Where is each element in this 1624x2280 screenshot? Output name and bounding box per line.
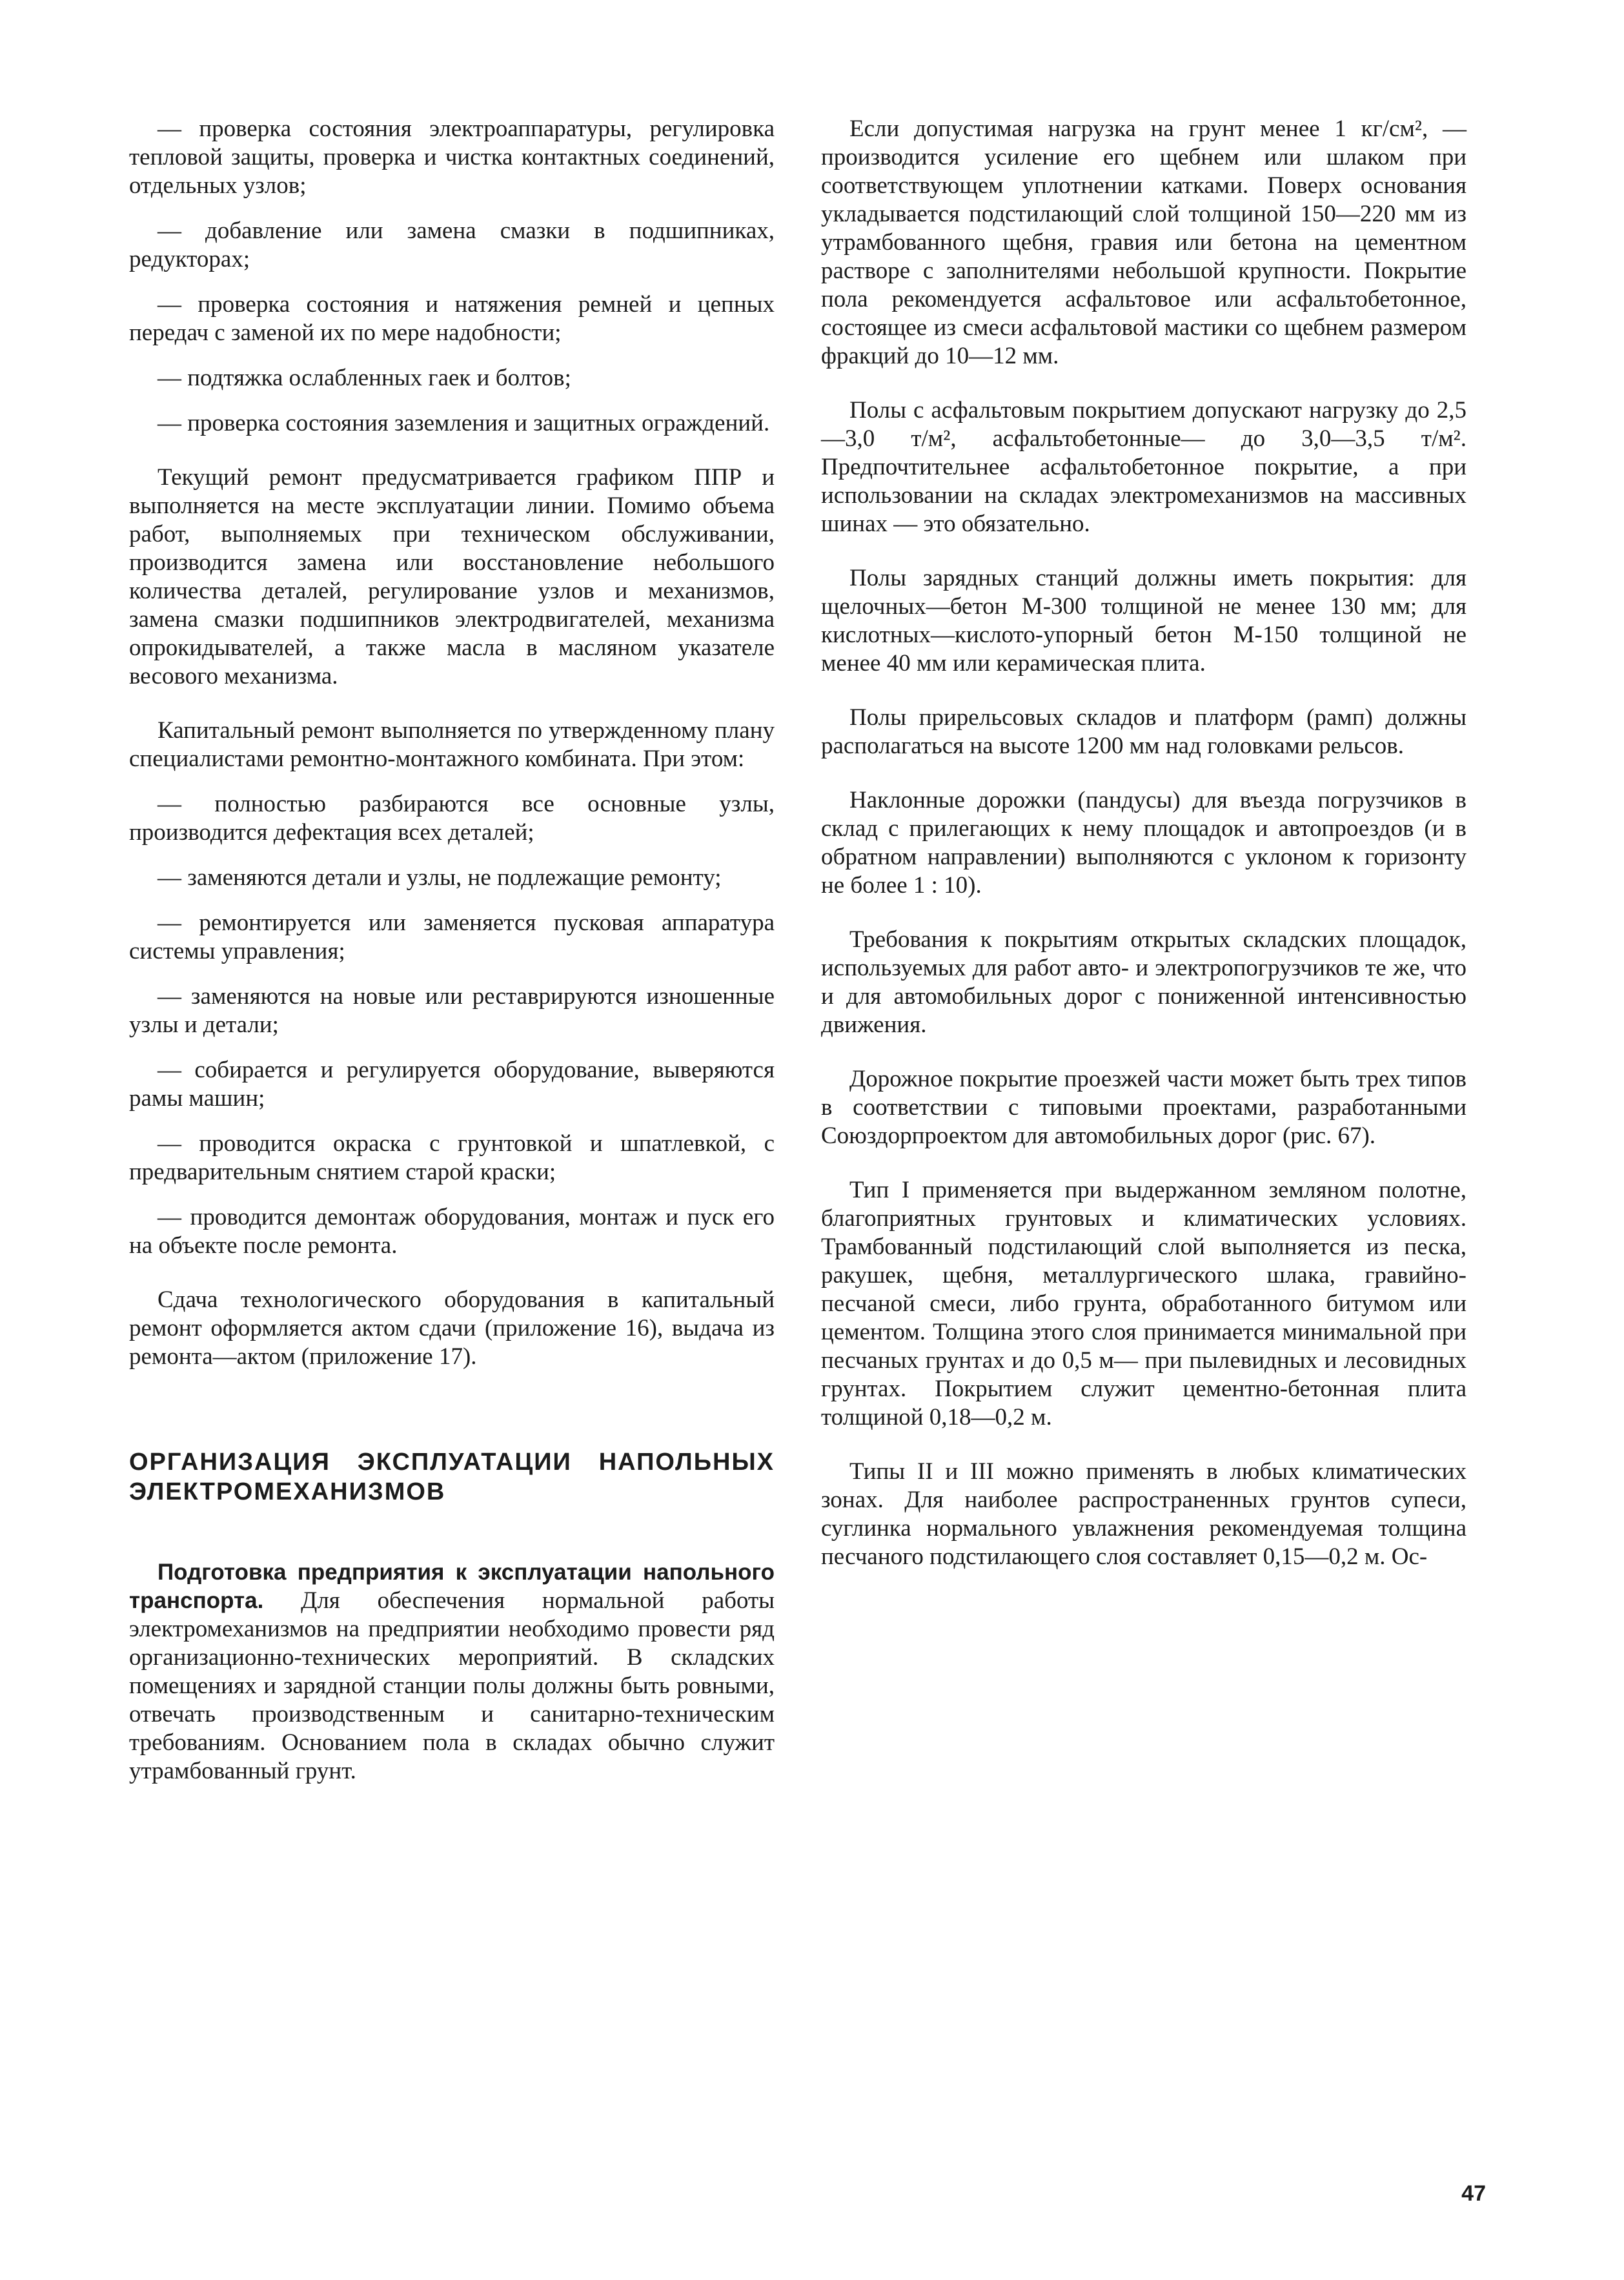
handover-paragraph: Сдача технологического оборудования в капитальный ремонт оформляется актом сдачи (приложение 16), выдача из ремонта—актом (приложение 17). xyxy=(129,1287,775,1370)
floor-base-paragraph: Если допустимая нагрузка на грунт менее 1 кг/см², — производится усиление его щебнем или шлаком при соответствующем уплотнении катками. Поверх основания укладывается подстилающий слой толщиной 150—220 мм из утрамбованного щебня, гравия или бетона на цементном растворе с заполнителями небольшой крупности. Покрытие пола рекомендуется асфальтовое или асфальтобетонное, состоящее из смеси асфальтовой мастики со щебнем размером фракций до 10—12 мм. xyxy=(821,116,1467,369)
capital-repair-paragraph: Капитальный ремонт выполняется по утвержденному плану специалистами ремонтно-монтажного комбината. При этом: xyxy=(129,717,775,772)
list-item: — собирается и регулируется оборудование, выверяются рамы машин; xyxy=(129,1057,775,1112)
preparation-paragraph xyxy=(129,1558,775,1786)
list-item: — заменяются на новые или реставрируются изношенные узлы и детали; xyxy=(129,983,775,1038)
section-heading: ОРГАНИЗАЦИЯ ЭКСПЛУАТАЦИИ НАПОЛЬНЫХ ЭЛЕКТРОМЕХАНИЗМОВ xyxy=(129,1449,775,1505)
right-column xyxy=(821,115,1467,1588)
list-item: — проверка состояния и натяжения ремней и цепных передач с заменой их по мере надобности; xyxy=(129,291,775,346)
left-column xyxy=(129,115,775,1802)
list-item: — подтяжка ослабленных гаек и болтов; xyxy=(157,365,571,391)
list-item: — полностью разбираются все основные узлы, производится дефектация всех деталей; xyxy=(129,791,775,846)
list-item: — добавление или замена смазки в подшипниках, редукторах; xyxy=(129,218,775,272)
list-item: — проводится окраска с грунтовкой и шпатлевкой, с предварительным снятием старой краски; xyxy=(129,1130,775,1185)
section-heading-block xyxy=(129,1447,775,1507)
current-repair-paragraph: Текущий ремонт предусматривается графиком ППР и выполняется на месте эксплуатации линии. Помимо объема работ, выполняемых при техническом обслуживании, производится замена или восстановление небольшого количества деталей, регулирование узлов и механизмов, замена смазки подшипников электродвигателей, механизма опрокидывателей, а также масла в масляном указателе весового механизма. xyxy=(129,464,775,689)
open-areas-paragraph: Требования к покрытиям открытых складских площадок, используемых для работ авто- и электропогрузчиков те же, что и для автомобильных дорог с пониженной интенсивностью движения. xyxy=(821,926,1467,1038)
types-2-3-paragraph: Типы II и III можно применять в любых климатических зонах. Для наиболее распространенных грунтов супеси, суглинка нормального увлажнения рекомендуемая толщина песчаного подстилающего слоя составляет 0,15—0,2 м. Ос- xyxy=(821,1458,1467,1570)
list-item: — проводится демонтаж оборудования, монтаж и пуск его на объекте после ремонта. xyxy=(129,1204,775,1259)
asphalt-load-paragraph: Полы с асфальтовым покрытием допускают нагрузку до 2,5—3,0 т/м², асфальтобетонные— до 3,0—3,5 т/м². Предпочтительнее асфальтобетонное покрытие, а при использовании на складах электромеханизмов на массивных шинах — это обязательно. xyxy=(821,397,1467,537)
road-surface-types-paragraph: Дорожное покрытие проезжей части может быть трех типов в соответствии с типовыми проектами, разработанными Союздорпроектом для автомобильных дорог (рис. 67). xyxy=(821,1066,1467,1149)
ramps-paragraph: Наклонные дорожки (пандусы) для въезда погрузчиков в склад с прилегающих к нему площадок и автопроездов (и в обратном направлении) выполняются с уклоном к горизонту не более 1 : 10). xyxy=(821,787,1467,899)
list-item: — ремонтируется или заменяется пусковая аппаратура системы управления; xyxy=(129,910,775,964)
maintenance-list xyxy=(129,115,775,438)
preparation-run-in-heading: Подготовка предприятия к эксплуатации напольного транспорта. xyxy=(129,1560,775,1613)
charging-station-floors-paragraph: Полы зарядных станций должны иметь покрытия: для щелочных—бетон М-300 толщиной не менее 130 мм; для кислотных—кислото-упорный бетон М-150 толщиной не менее 40 мм или керамическая плита. xyxy=(821,565,1467,677)
list-item: — проверка состояния электроаппаратуры, регулировка тепловой защиты, проверка и чистка контактных соединений, отдельных узлов; xyxy=(129,116,775,199)
list-item: — проверка состояния заземления и защитных ограждений. xyxy=(157,410,770,436)
page-number: 47 xyxy=(1461,2181,1486,2206)
list-item: — заменяются детали и узлы, не подлежащие ремонту; xyxy=(157,864,722,891)
capital-repair-list xyxy=(129,790,775,1260)
preparation-text: Для обеспечения нормальной работы электромеханизмов на предприятии необходимо провести ряд организационно-технических мероприятий. В складских помещениях и зарядной станции полы должны быть ровными, отвечать производственным и санитарно-техническим требованиям. Основанием пола в складах обычно служит утрамбованный грунт. xyxy=(129,1587,775,1784)
type-1-paragraph: Тип I применяется при выдержанном земляном полотне, благоприятных грунтовых и климатических условиях. Трамбованный подстилающий слой выполняется из песка, ракушек, щебня, металлургического шлака, гравийно-песчаной смеси, либо грунта, обработанного битумом или цементом. Толщина этого слоя принимается минимальной при песчаных грунтах и до 0,5 м— при пылевидных и лесовидных грунтах. Покрытием служит цементно-бетонная плита толщиной 0,18—0,2 м. xyxy=(821,1177,1467,1430)
rail-warehouse-floors-paragraph: Полы прирельсовых складов и платформ (рамп) должны располагаться на высоте 1200 мм над головками рельсов. xyxy=(821,704,1467,759)
